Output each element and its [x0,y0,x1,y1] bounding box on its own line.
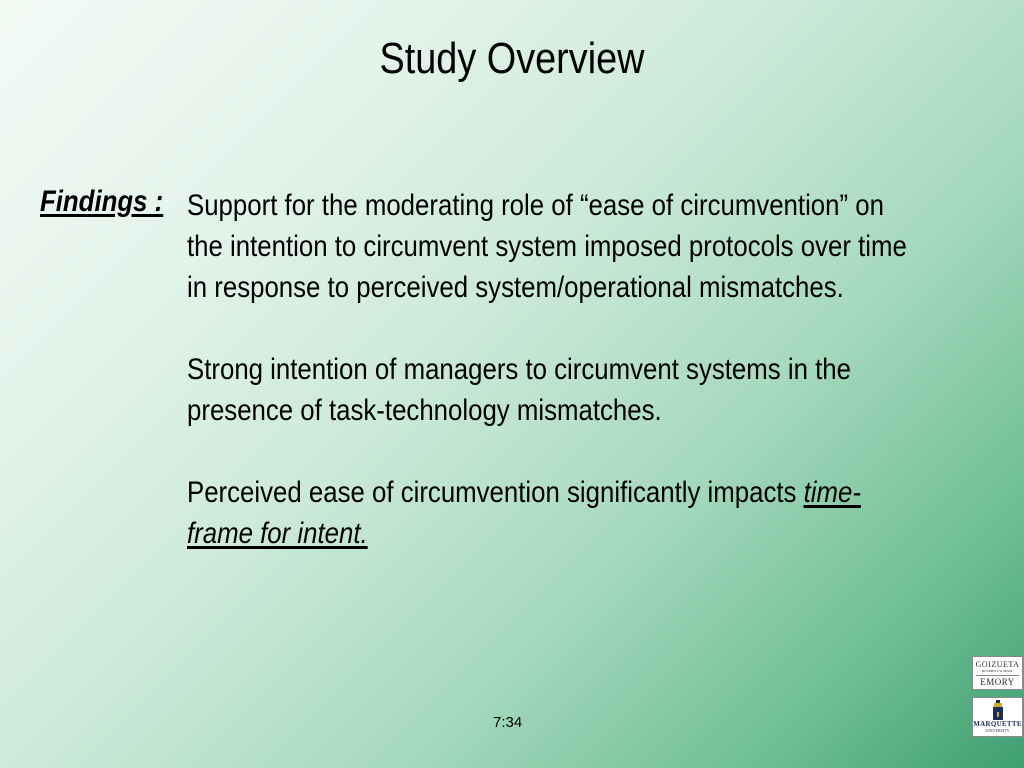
finding-3-line-1 [187,472,978,513]
marquette-logo-line-2: UNIVERSITY [985,728,1010,733]
emory-logo-line-3: EMORY [980,677,1015,687]
finding-paragraph-1 [187,185,978,308]
finding-1-line-2: the intention to circumvent system imposed protocols over time [187,230,907,263]
finding-2-line-2: presence of task-technology mismatches. [187,394,662,427]
finding-paragraph-2 [187,349,978,431]
page-number: 7:34 [493,714,523,731]
emory-logo-line-1: GOIZUETA [975,660,1020,669]
findings-label-text: Findings : [40,185,164,218]
finding-3-emphasis-end: frame for intent. [187,517,368,550]
finding-2-line-1: Strong intention of managers to circumvent systems in the [187,353,851,386]
slide-title: Study Overview [379,34,645,83]
finding-3-line-2 [187,513,978,554]
finding-paragraph-3 [187,472,978,554]
marquette-logo [972,697,1023,737]
marquette-logo-line-1: MARQUETTE [973,720,1022,728]
finding-1-line-3: in response to perceived system/operational mismatches. [187,271,844,304]
finding-3-plain-text: Perceived ease of circumvention significantly impacts [187,476,804,509]
emory-logo-divider [976,675,1019,676]
emory-logo-line-2: BUSINESS SCHOOL [981,669,1014,673]
finding-1-line-1: Support for the moderating role of “ease of circumvention” on [187,189,884,222]
marquette-tower-icon [991,700,1005,720]
finding-3-emphasis-start: time- [803,476,861,509]
findings-label [40,185,163,219]
findings-body [187,185,978,554]
emory-logo [972,656,1023,690]
